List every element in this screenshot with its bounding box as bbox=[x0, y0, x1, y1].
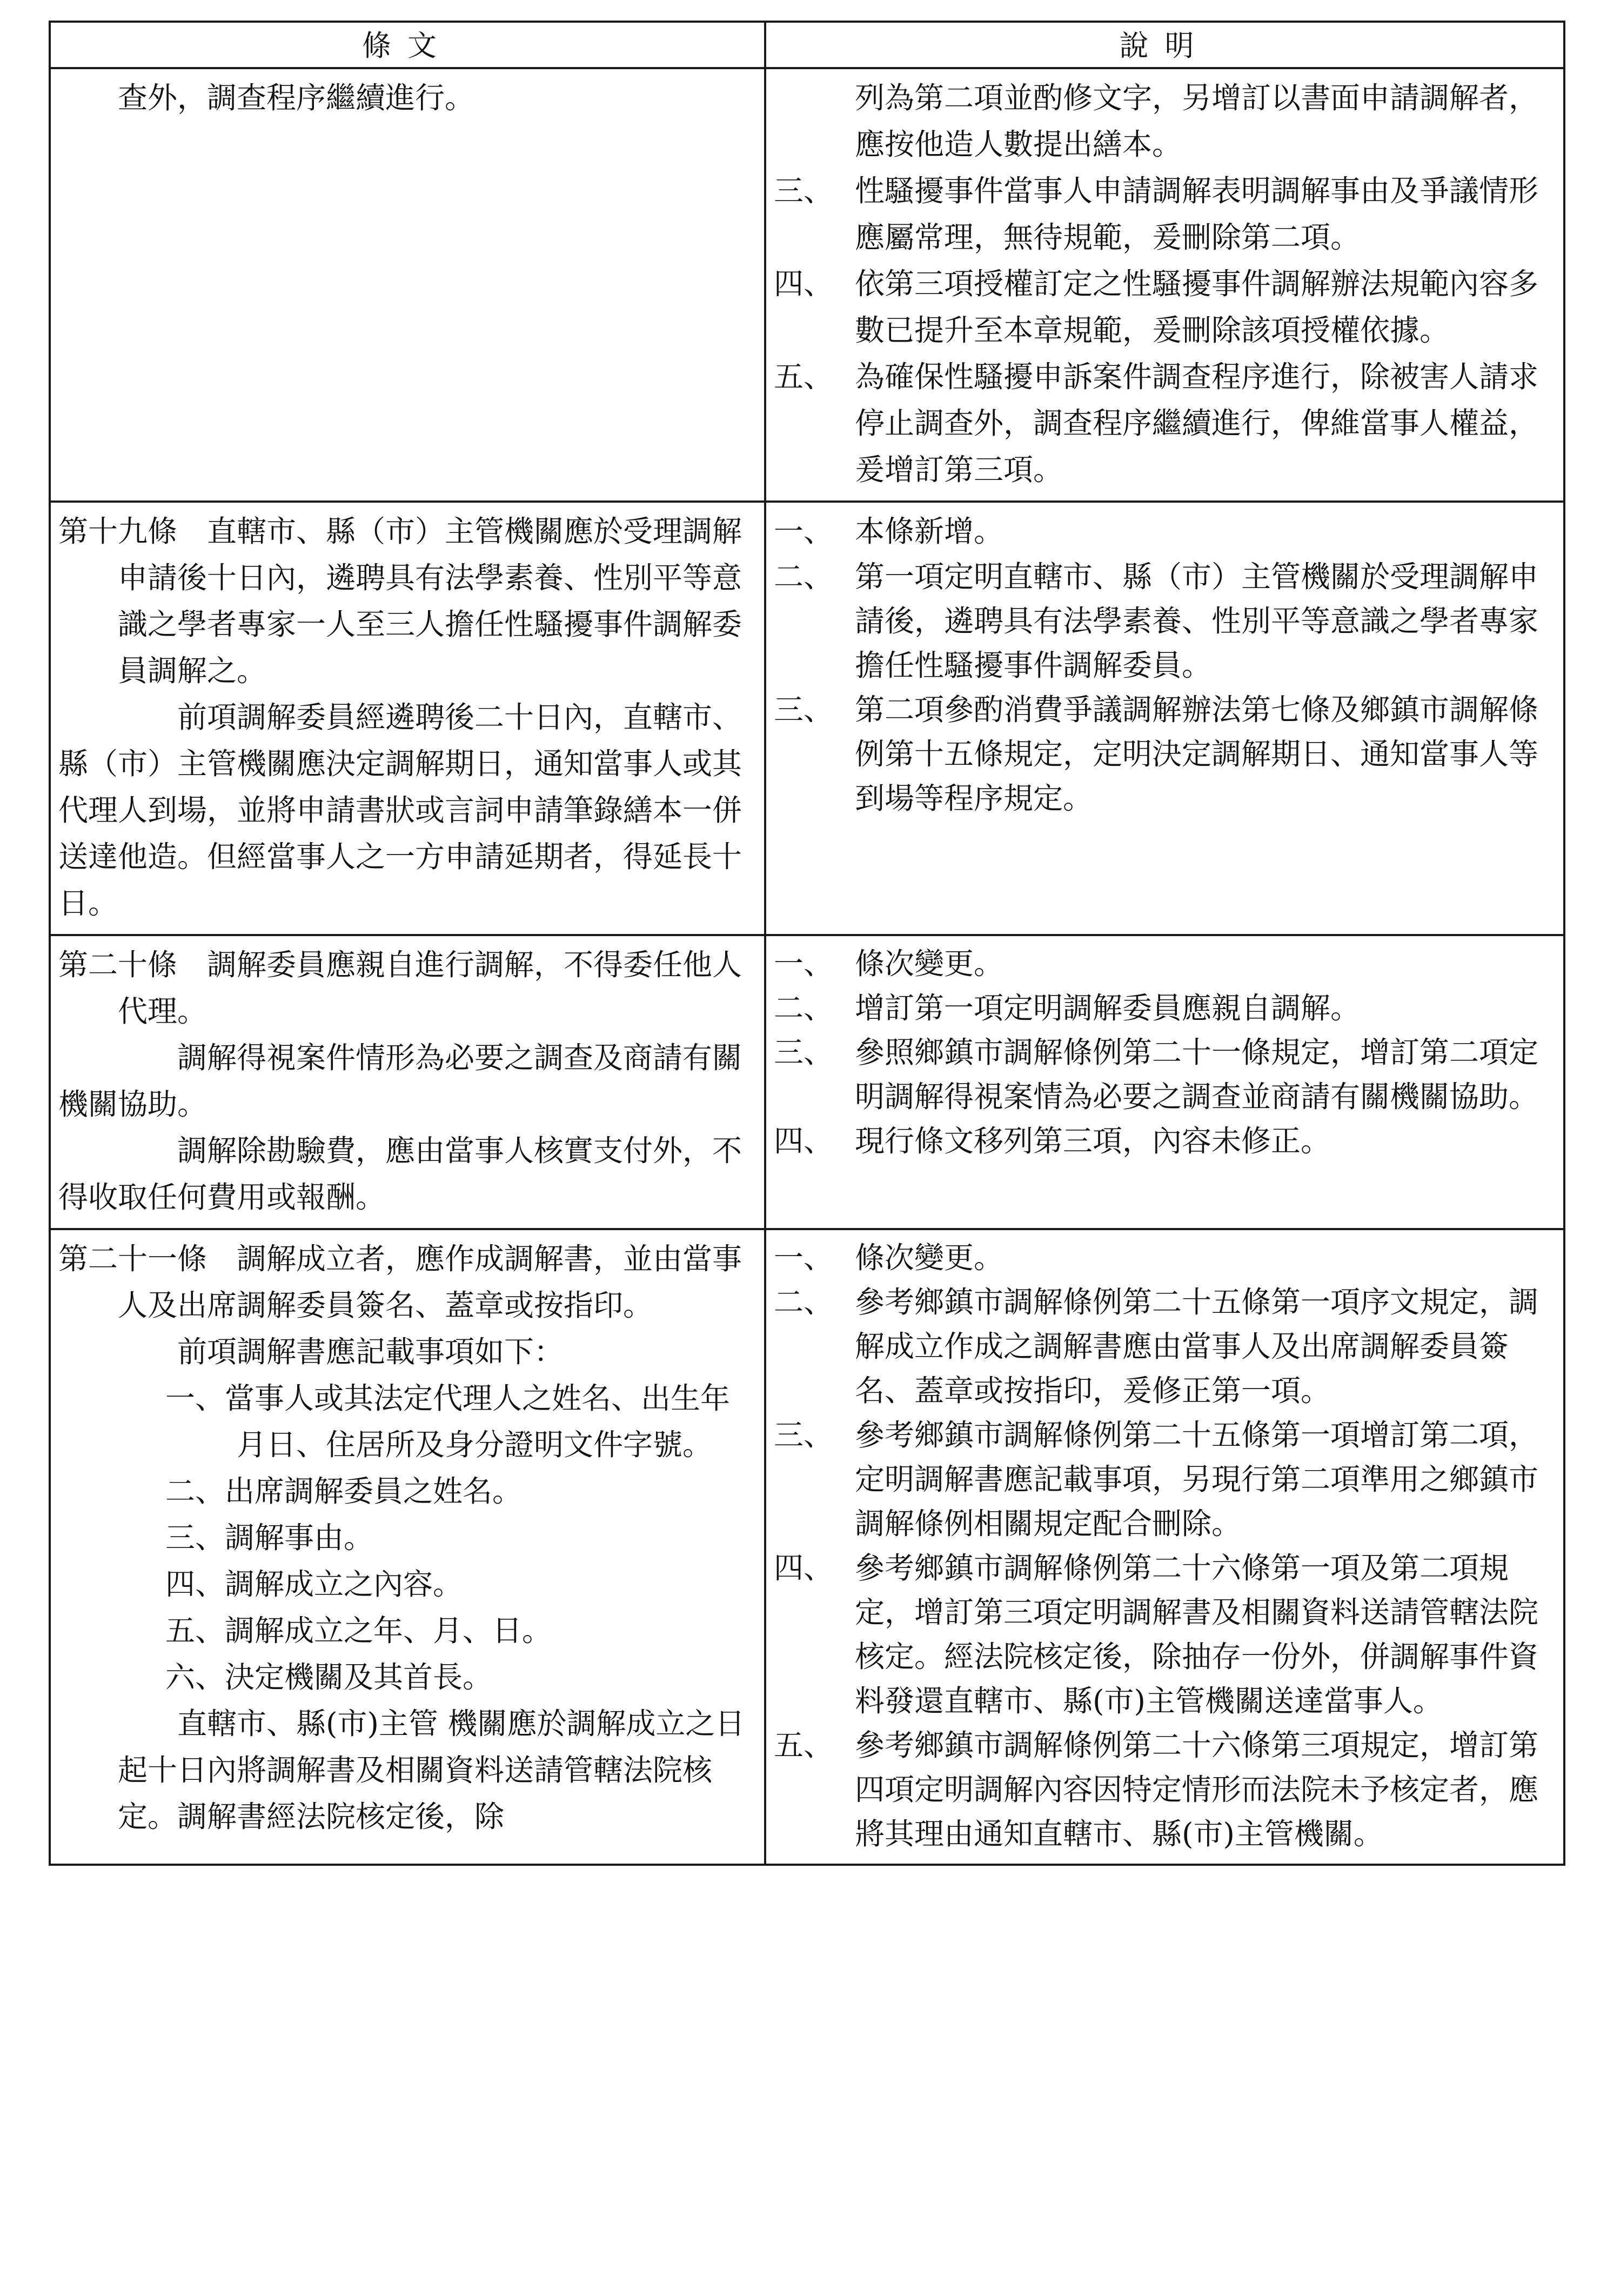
item-text: 第二項參酌消費爭議調解辦法第七條及鄉鎮市調解條例第十五條規定，定明決定調解期日、通知當事人等到場等程序規定。 bbox=[855, 692, 1539, 816]
item-number: 二、 bbox=[774, 1285, 834, 1319]
item-number: 五、 bbox=[774, 359, 834, 394]
table-header-row bbox=[50, 22, 1564, 68]
list-item bbox=[774, 508, 1558, 555]
document-page bbox=[49, 21, 1559, 2253]
article-text: 調解得視案件情形為必要之調查及商請有關機關協助。 bbox=[58, 1040, 742, 1122]
header-articles: 條文 bbox=[50, 22, 765, 68]
comparison-table bbox=[49, 21, 1565, 1866]
article-subitem: 一、當事人或其法定代理人之姓名、出生年月日、住居所及身分證明文件字號。 bbox=[165, 1381, 731, 1462]
explanation-text: 列為第二項並酌修文字，另增訂以書面申請調解者，應按他造人數提出繕本。 bbox=[855, 81, 1539, 162]
item-number: 一、 bbox=[774, 1240, 834, 1275]
item-number: 二、 bbox=[774, 559, 834, 594]
table-row bbox=[50, 935, 1564, 1229]
item-number: 三、 bbox=[774, 1035, 834, 1070]
article-subitem: 三、調解事由。 bbox=[165, 1520, 374, 1555]
item-text: 現行條文移列第三項，內容未修正。 bbox=[855, 1124, 1331, 1158]
list-item bbox=[774, 1723, 1558, 1856]
header-explanation: 說明 bbox=[765, 22, 1564, 68]
explanation-cell bbox=[765, 1229, 1564, 1865]
item-text: 參考鄉鎮市調解條例第二十六條第一項及第二項規定，增訂第三項定明調解書及相關資料送請管轄法院核定。經法院核定後，除抽存一份外，併調解事件資料發還直轄市、縣(市)主管機關送達當事人。 bbox=[855, 1551, 1539, 1718]
item-number: 三、 bbox=[774, 1418, 834, 1452]
article-cell bbox=[50, 502, 765, 935]
item-text: 參考鄉鎮市調解條例第二十五條第一項序文規定，調解成立作成之調解書應由當事人及出席調解委員簽名、蓋章或按指印，爰修正第一項。 bbox=[855, 1285, 1539, 1408]
list-item bbox=[774, 261, 1558, 353]
item-text: 本條新增。 bbox=[855, 514, 1004, 549]
item-text: 依第三項授權訂定之性騷擾事件調解辦法規範內容多數已提升至本章規範，爰刪除該項授權依據。 bbox=[855, 266, 1539, 348]
item-number: 一、 bbox=[774, 514, 834, 549]
list-item bbox=[774, 986, 1558, 1030]
article-cell bbox=[50, 68, 765, 502]
article-text: 直轄市、縣(市)主管 機關應於調解成立之日起十日內將調解書及相關資料送請管轄法院核定。調解書經法院核定後，除 bbox=[118, 1706, 745, 1834]
list-item bbox=[774, 1280, 1558, 1413]
table-row bbox=[50, 1229, 1564, 1865]
item-number: 二、 bbox=[774, 991, 834, 1025]
article-cell bbox=[50, 1229, 765, 1865]
item-text: 第一項定明直轄市、縣（市）主管機關於受理調解申請後，遴聘具有法學素養、性別平等意識之學者專家擔任性騷擾事件調解委員。 bbox=[855, 559, 1539, 683]
list-item bbox=[774, 688, 1558, 820]
article-text: 前項調解委員經遴聘後二十日內，直轄市、縣（市）主管機關應決定調解期日，通知當事人或其代理人到場，並將申請書狀或言詞申請筆錄繕本一併送達他造。但經當事人之一方申請延期者，得延長十日。 bbox=[58, 700, 742, 920]
article-subitem: 四、調解成立之內容。 bbox=[165, 1567, 463, 1601]
list-item bbox=[774, 1236, 1558, 1280]
explanation-cell bbox=[765, 935, 1564, 1229]
table-row bbox=[50, 68, 1564, 502]
table-row bbox=[50, 502, 1564, 935]
item-number: 三、 bbox=[774, 173, 834, 208]
list-item bbox=[774, 1413, 1558, 1546]
explanation-cell bbox=[765, 68, 1564, 502]
article-subitem: 五、調解成立之年、月、日。 bbox=[165, 1613, 552, 1648]
list-item bbox=[774, 1546, 1558, 1723]
item-text: 參考鄉鎮市調解條例第二十六條第三項規定，增訂第四項定明調解內容因特定情形而法院未予核定者，應將其理由通知直轄市、縣(市)主管機關。 bbox=[855, 1728, 1539, 1851]
article-subitem: 六、決定機關及其首長。 bbox=[165, 1660, 493, 1694]
item-text: 為確保性騷擾申訴案件調查程序進行，除被害人請求停止調查外，調查程序繼續進行，俾維當事人權益，爰增訂第三項。 bbox=[855, 359, 1539, 487]
item-number: 一、 bbox=[774, 946, 834, 981]
item-number: 三、 bbox=[774, 692, 834, 727]
item-number: 五、 bbox=[774, 1728, 834, 1763]
article-text: 第二十一條 調解成立者，應作成調解書，並由當事人及出席調解委員簽名、蓋章或按指印。 bbox=[58, 1242, 742, 1323]
item-text: 參考鄉鎮市調解條例第二十五條第一項增訂第二項，定明調解書應記載事項，另現行第二項準用之鄉鎮市調解條例相關規定配合刪除。 bbox=[855, 1418, 1539, 1541]
item-text: 條次變更。 bbox=[855, 946, 1004, 981]
item-number: 四、 bbox=[774, 1551, 834, 1585]
list-item bbox=[774, 1119, 1558, 1163]
item-number: 四、 bbox=[774, 266, 834, 301]
item-text: 性騷擾事件當事人申請調解表明調解事由及爭議情形應屬常理，無待規範，爰刪除第二項。 bbox=[855, 173, 1539, 255]
list-item bbox=[774, 1030, 1558, 1119]
list-item bbox=[774, 942, 1558, 986]
article-text: 第二十條 調解委員應親自進行調解，不得委任他人代理。 bbox=[58, 947, 742, 1029]
list-item bbox=[774, 168, 1558, 261]
article-text: 前項調解書應記載事項如下： bbox=[177, 1334, 564, 1369]
item-text: 條次變更。 bbox=[855, 1240, 1004, 1275]
article-cell bbox=[50, 935, 765, 1229]
item-text: 增訂第一項定明調解委員應親自調解。 bbox=[855, 991, 1361, 1025]
article-text: 調解除勘驗費，應由當事人核實支付外，不得收取任何費用或報酬。 bbox=[58, 1133, 742, 1214]
article-text: 查外，調查程序繼續進行。 bbox=[118, 81, 475, 115]
item-text: 參照鄉鎮市調解條例第二十一條規定，增訂第二項定明調解得視案情為必要之調查並商請有關機關協助。 bbox=[855, 1035, 1539, 1114]
article-subitem: 二、出席調解委員之姓名。 bbox=[165, 1474, 523, 1509]
item-number: 四、 bbox=[774, 1124, 834, 1158]
list-item bbox=[774, 353, 1558, 493]
article-text: 第十九條 直轄市、縣（市）主管機關應於受理調解申請後十日內，遴聘具有法學素養、性別平等意識之學者專家一人至三人擔任性騷擾事件調解委員調解之。 bbox=[58, 514, 742, 688]
explanation-cell bbox=[765, 502, 1564, 935]
list-item bbox=[774, 555, 1558, 688]
